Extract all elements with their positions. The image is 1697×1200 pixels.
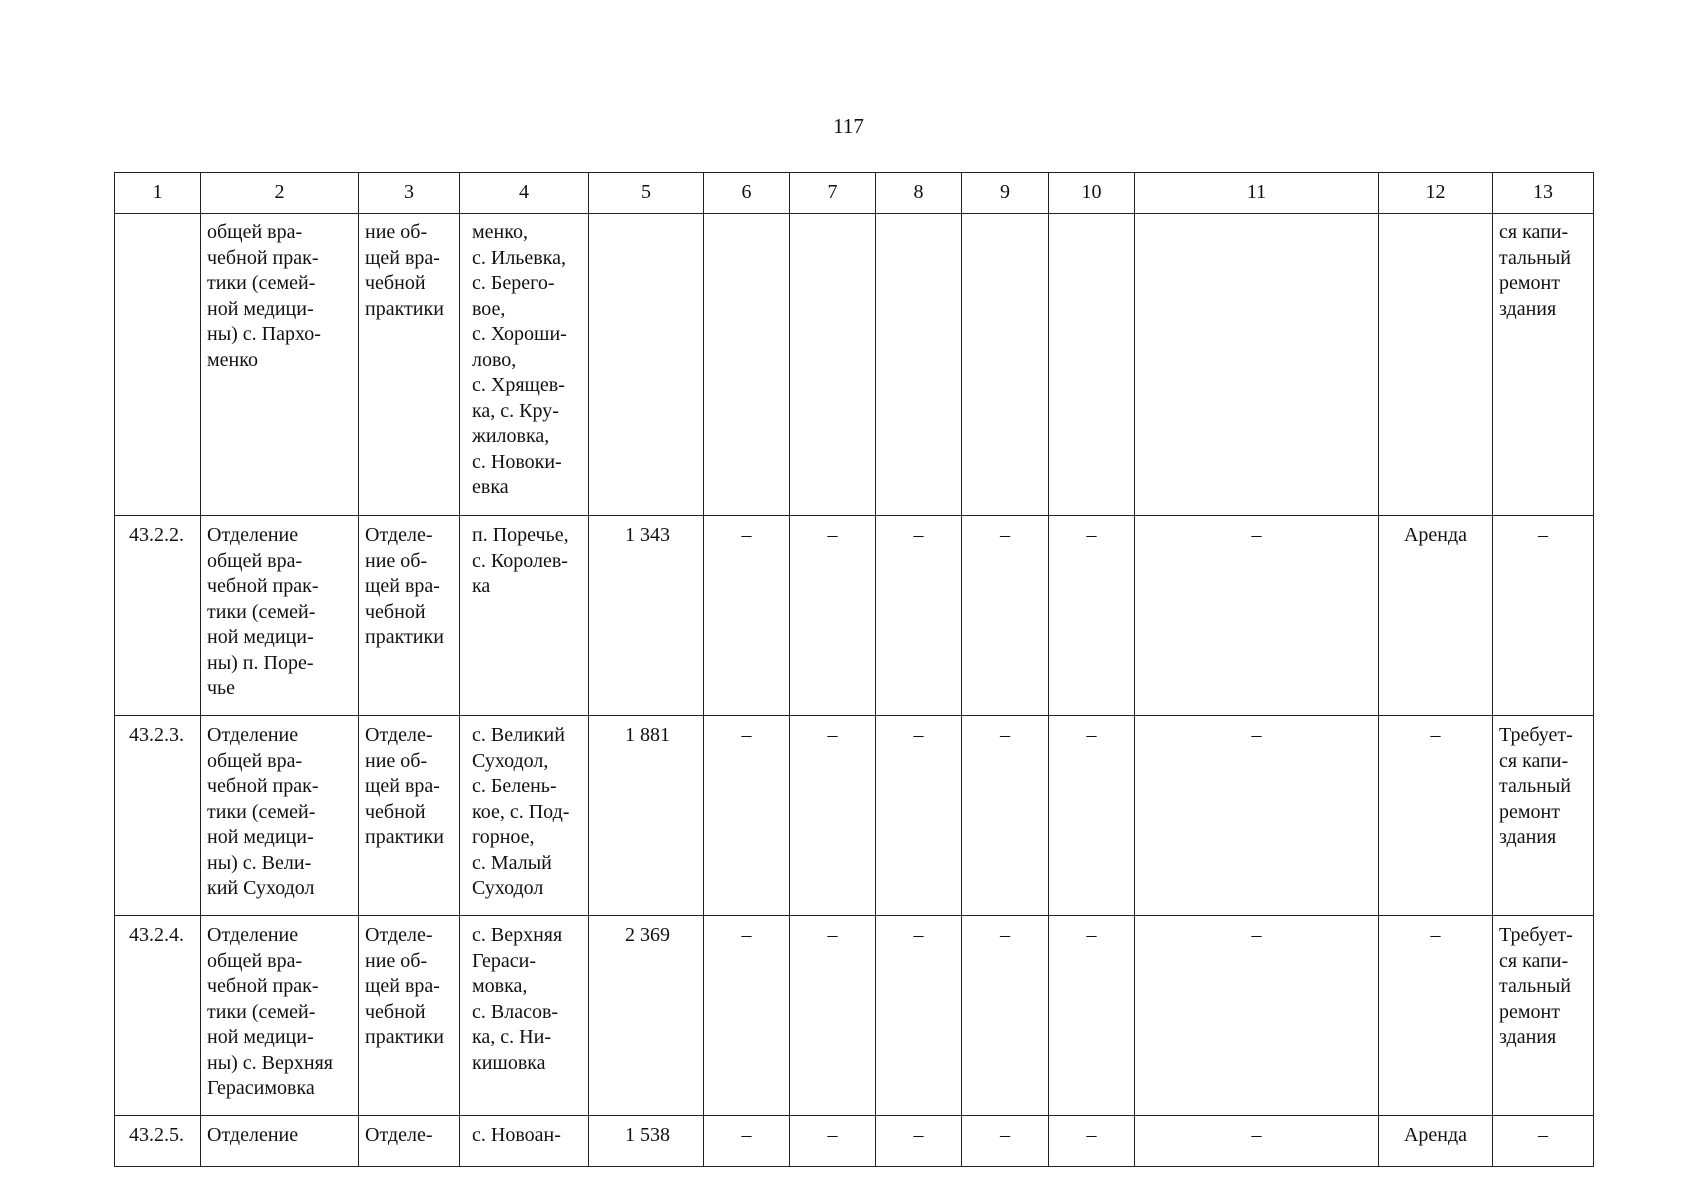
cell-col-8: – (876, 916, 962, 1116)
cell-col-8: – (876, 716, 962, 916)
column-header-10: 10 (1049, 173, 1135, 214)
cell-name: Отделение общей вра- чебной прак- тики (семей- ной медици- ны) с. Верхняя Герасимовка (201, 916, 359, 1116)
cell-col-12: Аренда (1379, 516, 1493, 716)
cell-col-11: – (1135, 516, 1379, 716)
cell-col-12: – (1379, 716, 1493, 916)
cell-settlements: с. Верхняя Гераси- мовка, с. Власов- ка, с. Ни- кишовка (460, 916, 589, 1116)
cell-name: Отделение общей вра- чебной прак- тики (семей- ной медици- ны) п. Поре- чье (201, 516, 359, 716)
cell-col-12: – (1379, 916, 1493, 1116)
cell-number: 43.2.4. (115, 916, 201, 1116)
cell-col-10: – (1049, 516, 1135, 716)
cell-col-6: – (704, 1116, 790, 1167)
cell-col-7: – (790, 1116, 876, 1167)
cell-number: 43.2.2. (115, 516, 201, 716)
cell-col-11: – (1135, 916, 1379, 1116)
column-header-1: 1 (115, 173, 201, 214)
cell-col-11: – (1135, 1116, 1379, 1167)
table-row (115, 214, 1594, 516)
cell-number: 43.2.3. (115, 716, 201, 916)
cell-col-11: – (1135, 716, 1379, 916)
cell-name: Отделение общей вра- чебной прак- тики (семей- ной медици- ны) с. Вели- кий Суходол (201, 716, 359, 916)
cell-col-8: – (876, 516, 962, 716)
column-header-12: 12 (1379, 173, 1493, 214)
cell-type: Отделе- ние об- щей вра- чебной практики (359, 516, 460, 716)
cell-col-11 (1135, 214, 1379, 516)
cell-col-5: 1 538 (589, 1116, 704, 1167)
column-header-9: 9 (962, 173, 1049, 214)
column-header-4: 4 (460, 173, 589, 214)
cell-col-7: – (790, 516, 876, 716)
cell-type: Отделе- ние об- щей вра- чебной практики (359, 916, 460, 1116)
cell-type: Отделе- ние об- щей вра- чебной практики (359, 716, 460, 916)
cell-col-6: – (704, 716, 790, 916)
cell-settlements: менко, с. Ильевка, с. Берего- вое, с. Хороши- лово, с. Хрящев- ка, с. Кру- жиловка, с. Новоки- евка (460, 214, 589, 516)
cell-col-10 (1049, 214, 1135, 516)
cell-col-8 (876, 214, 962, 516)
cell-col-7: – (790, 916, 876, 1116)
cell-note: – (1493, 1116, 1594, 1167)
cell-settlements: п. Поречье, с. Королев- ка (460, 516, 589, 716)
table-row (115, 1116, 1594, 1167)
cell-col-9: – (962, 516, 1049, 716)
cell-number (115, 214, 201, 516)
cell-col-9: – (962, 1116, 1049, 1167)
cell-note: Требует- ся капи- тальный ремонт здания (1493, 716, 1594, 916)
column-header-3: 3 (359, 173, 460, 214)
cell-col-12 (1379, 214, 1493, 516)
cell-col-12: Аренда (1379, 1116, 1493, 1167)
cell-settlements: с. Великий Суходол, с. Белень- кое, с. Под- горное, с. Малый Суходол (460, 716, 589, 916)
table-row (115, 916, 1594, 1116)
cell-col-9 (962, 214, 1049, 516)
cell-col-6: – (704, 916, 790, 1116)
cell-type: ние об- щей вра- чебной практики (359, 214, 460, 516)
cell-settlements: с. Новоан- (460, 1116, 589, 1167)
cell-col-7 (790, 214, 876, 516)
cell-col-7: – (790, 716, 876, 916)
column-header-13: 13 (1493, 173, 1594, 214)
cell-col-10: – (1049, 1116, 1135, 1167)
cell-col-9: – (962, 716, 1049, 916)
column-header-7: 7 (790, 173, 876, 214)
cell-col-5: 1 343 (589, 516, 704, 716)
cell-col-6 (704, 214, 790, 516)
column-header-5: 5 (589, 173, 704, 214)
column-header-8: 8 (876, 173, 962, 214)
cell-note: – (1493, 516, 1594, 716)
cell-col-5 (589, 214, 704, 516)
header-row (115, 173, 1594, 214)
cell-number: 43.2.5. (115, 1116, 201, 1167)
table-row (115, 516, 1594, 716)
cell-name: Отделение (201, 1116, 359, 1167)
cell-col-10: – (1049, 716, 1135, 916)
table-row (115, 716, 1594, 916)
cell-col-5: 2 369 (589, 916, 704, 1116)
cell-type: Отделе- (359, 1116, 460, 1167)
cell-col-5: 1 881 (589, 716, 704, 916)
cell-note: ся капи- тальный ремонт здания (1493, 214, 1594, 516)
cell-col-6: – (704, 516, 790, 716)
column-header-11: 11 (1135, 173, 1379, 214)
cell-col-9: – (962, 916, 1049, 1116)
data-table (114, 172, 1594, 1167)
column-header-6: 6 (704, 173, 790, 214)
cell-name: общей вра- чебной прак- тики (семей- ной медици- ны) с. Пархо- менко (201, 214, 359, 516)
column-header-2: 2 (201, 173, 359, 214)
cell-note: Требует- ся капи- тальный ремонт здания (1493, 916, 1594, 1116)
page-number: 117 (833, 114, 864, 138)
cell-col-8: – (876, 1116, 962, 1167)
cell-col-10: – (1049, 916, 1135, 1116)
